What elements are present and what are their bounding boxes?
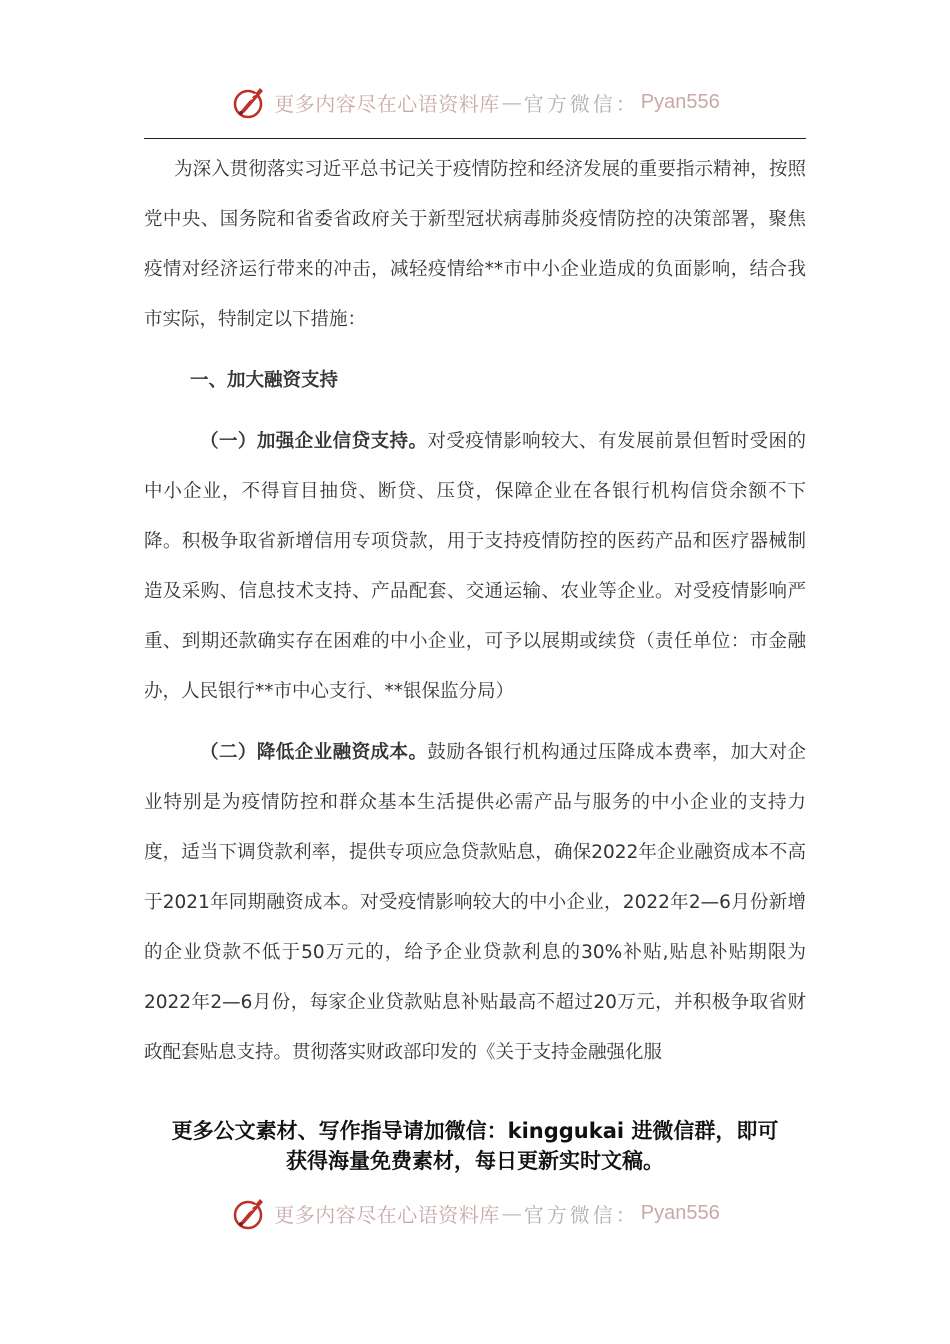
header-banner bbox=[0, 80, 950, 124]
footer-banner bbox=[0, 1191, 950, 1235]
banner-label: 官方微信： bbox=[523, 91, 639, 116]
document-body bbox=[144, 145, 806, 1078]
quill-logo-icon bbox=[230, 82, 270, 122]
intro-paragraph: 为深入贯彻落实习近平总书记关于疫情防控和经济发展的重要指示精神，按照党中央、国务院和省委省政府关于新型冠状病毒肺炎疫情防控的决策部署，聚焦疫情对经济运行带来的冲击，减轻疫情给**市中小企业造成的负面影响，结合我市实际，特制定以下措施： bbox=[144, 159, 806, 330]
banner-label: 官方微信： bbox=[523, 1202, 639, 1227]
promo-note bbox=[0, 1116, 950, 1176]
banner-text: 更多内容尽在心语资料库 bbox=[274, 91, 500, 116]
section-2-paragraph bbox=[144, 728, 806, 1078]
section-2-title: （二）降低企业融资成本。 bbox=[200, 742, 428, 763]
banner-wechat-id: Pyan556 bbox=[640, 90, 720, 113]
banner-separator: — bbox=[501, 90, 522, 114]
quill-logo-icon bbox=[230, 1193, 270, 1233]
banner-text: 更多内容尽在心语资料库 bbox=[274, 1202, 500, 1227]
promo-line-1: 更多公文素材、写作指导请加微信：kinggukai 进微信群，即可 bbox=[171, 1119, 779, 1143]
banner-separator: — bbox=[501, 1201, 522, 1225]
banner-wechat-id: Pyan556 bbox=[640, 1201, 720, 1224]
section-2-text: 鼓励各银行机构通过压降成本费率，加大对企业特别是为疫情防控和群众基本生活提供必需产品与服务的中小企业的支持力度，适当下调贷款利率，提供专项应急贷款贴息，确保2022年企业融资成本不高于2021年同期融资成本。对受疫情影响较大的中小企业，2022年2—6月份新增的企业贷款不低于50万元的，给予企业贷款利息的30%补贴,贴息补贴期限为2022年2—6月份，每家企业贷款贴息补贴最高不超过20万元，并积极争取省财政配套贴息支持。贯彻落实财政部印发的《关于支持金融强化服 bbox=[144, 742, 806, 1063]
section-heading: 一、加大融资支持 bbox=[190, 370, 339, 391]
section-1-text: 对受疫情影响较大、有发展前景但暂时受困的中小企业，不得盲目抽贷、断贷、压贷，保障企业在各银行机构信贷余额不下降。积极争取省新增信用专项贷款，用于支持疫情防控的医药产品和医疗器械制造及采购、信息技术支持、产品配套、交通运输、农业等企业。对受疫情影响严重、到期还款确实存在困难的中小企业，可予以展期或续贷（责任单位：市金融办，人民银行**市中心支行、**银保监分局） bbox=[144, 431, 806, 702]
promo-line-2: 获得海量免费素材，每日更新实时文稿。 bbox=[286, 1149, 664, 1173]
section-1-title: （一）加强企业信贷支持。 bbox=[200, 431, 428, 452]
header-divider bbox=[144, 138, 806, 139]
section-1-paragraph bbox=[144, 417, 806, 717]
